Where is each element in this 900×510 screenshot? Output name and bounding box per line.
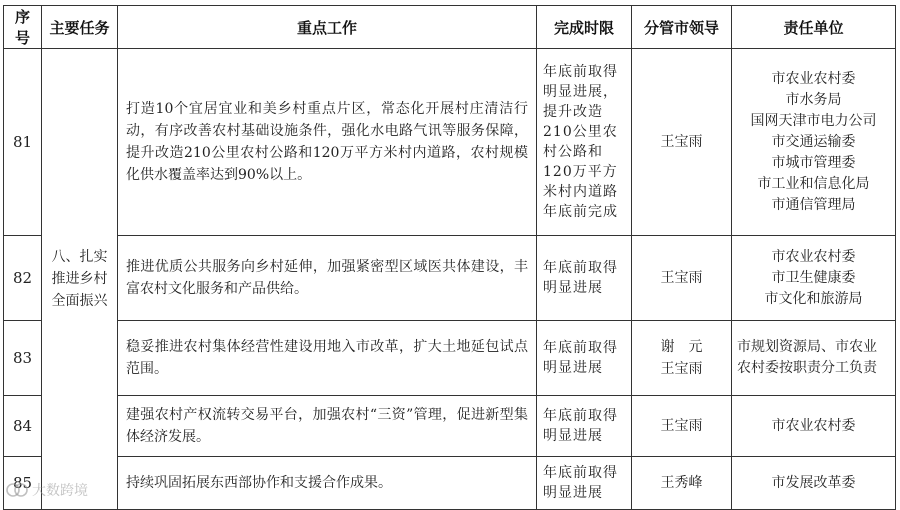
- task-table: [3, 5, 896, 510]
- key-work-cell: 推进优质公共服务向乡村延伸，加强紧密型区域医共体建设，丰富农村文化服务和产品供给。: [118, 236, 537, 321]
- leader-name: 王宝雨: [660, 418, 703, 434]
- unit-name: 市交通运输委: [771, 133, 856, 150]
- table-row: [4, 396, 896, 457]
- deadline-cell: 年底前取得明显进展: [537, 321, 632, 396]
- unit-name: 市城市管理委: [771, 154, 856, 171]
- header-leader: 分管市领导: [632, 6, 732, 49]
- unit-name: 市规划资源局、市农业农村委按职责分工负责: [737, 339, 877, 376]
- key-work-cell: 持续巩固拓展东西部协作和支援合作成果。: [118, 457, 537, 510]
- row-number: 85: [4, 457, 42, 510]
- deadline-cell: 年底前取得明显进展: [537, 236, 632, 321]
- unit-name: 市文化和旅游局: [764, 290, 863, 307]
- unit-cell: [732, 396, 896, 457]
- unit-name: 市水务局: [785, 91, 842, 108]
- leader-cell: [632, 457, 732, 510]
- unit-cell: [732, 321, 896, 396]
- deadline-cell: 年底前取得明显进展，提升改造210公里农村公路和120万平方米村内道路年底前完成: [537, 49, 632, 236]
- header-deadline: 完成时限: [537, 6, 632, 49]
- leader-name: 王宝雨: [660, 361, 703, 377]
- leader-name: 谢 元: [660, 339, 703, 355]
- watermark: [6, 480, 88, 500]
- table-row: [4, 49, 896, 236]
- deadline-cell: 年底前取得明显进展: [537, 396, 632, 457]
- header-unit: 责任单位: [732, 6, 896, 49]
- main-task-cell: 八、扎实推进乡村全面振兴: [42, 49, 118, 510]
- header-task: 主要任务: [42, 6, 118, 49]
- row-number: 81: [4, 49, 42, 236]
- watermark-text: 大数跨境: [32, 483, 88, 499]
- unit-cell: [732, 236, 896, 321]
- table-row: [4, 236, 896, 321]
- key-work-cell: 打造10个宜居宜业和美乡村重点片区，常态化开展村庄清洁行动，有序改善农村基础设施条件，强化水电路气讯等服务保障，提升改造210公里农村公路和120万平方米村内道路，农村规模化供水覆盖率达到90%以上。: [118, 49, 537, 236]
- leader-name: 王宝雨: [660, 134, 703, 150]
- unit-name: 市农业农村委: [771, 248, 856, 265]
- unit-name: 市农业农村委: [771, 417, 856, 434]
- leader-name: 王宝雨: [660, 270, 703, 286]
- unit-name: 市发展改革委: [771, 474, 856, 491]
- leader-cell: [632, 236, 732, 321]
- unit-cell: [732, 49, 896, 236]
- leader-cell: [632, 49, 732, 236]
- row-number: 83: [4, 321, 42, 396]
- unit-name: 市工业和信息化局: [757, 175, 870, 192]
- unit-cell: [732, 457, 896, 510]
- key-work-cell: 建强农村产权流转交易平台，加强农村“三资”管理，促进新型集体经济发展。: [118, 396, 537, 457]
- deadline-cell: 年底前取得明显进展: [537, 457, 632, 510]
- row-number: 84: [4, 396, 42, 457]
- header-no: 序号: [4, 6, 42, 49]
- header-work: 重点工作: [118, 6, 537, 49]
- watermark-logo-icon: [6, 481, 28, 499]
- unit-name: 市农业农村委: [771, 70, 856, 87]
- key-work-cell: 稳妥推进农村集体经营性建设用地入市改革，扩大土地延包试点范围。: [118, 321, 537, 396]
- table-row: [4, 321, 896, 396]
- unit-name: 市卫生健康委: [771, 269, 856, 286]
- leader-name: 王秀峰: [660, 475, 703, 491]
- unit-name: 国网天津市电力公司: [750, 112, 877, 129]
- leader-cell: [632, 321, 732, 396]
- unit-name: 市通信管理局: [771, 196, 856, 213]
- leader-cell: [632, 396, 732, 457]
- table-header-row: [4, 6, 896, 49]
- table-row: [4, 457, 896, 510]
- row-number: 82: [4, 236, 42, 321]
